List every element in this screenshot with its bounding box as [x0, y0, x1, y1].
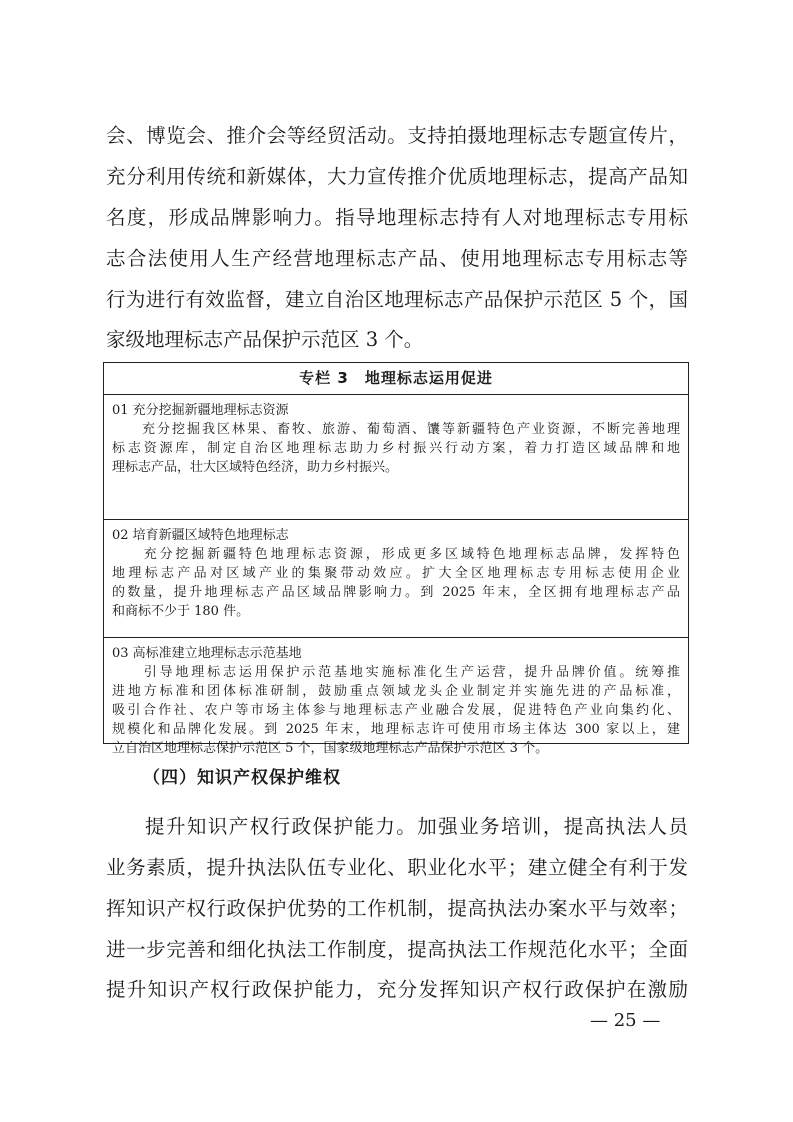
text-line: 进一步完善和细化执法工作制度，提高执法工作规范化水平；全面	[106, 938, 688, 961]
section-line: 地理标志产品对区域产业的集聚带动效应。扩大全区地理标志专用标志使用企业	[112, 566, 680, 581]
column-box-title: 专栏 3 地理标志运用促进	[104, 363, 688, 395]
text-line: 志合法使用人生产经营地理标志产品、使用地理标志专用标志等	[106, 247, 688, 270]
text-line: 行为进行有效监督，建立自治区地理标志产品保护示范区 5 个，国	[106, 288, 688, 311]
text-line: 名度，形成品牌影响力。指导地理标志持有人对地理标志专用标	[106, 206, 688, 229]
column-section-02	[104, 520, 688, 638]
section-line: 立自治区地理标志保护示范区 5 个，国家级地理标志产品保护示范区 3 个。	[112, 741, 549, 756]
section-title: 02 培育新疆区域特色地理标志	[112, 528, 289, 543]
section-line: 和商标不少于 180 件。	[112, 604, 250, 619]
column-section-03	[104, 638, 688, 770]
column-section-01	[104, 395, 688, 520]
section-title: 01 充分挖掘新疆地理标志资源	[112, 403, 289, 418]
section-line: 标志资源库，制定自治区地理标志助力乡村振兴行动方案，着力打造区域品牌和地	[112, 441, 680, 456]
column-box	[103, 362, 689, 756]
text-line: 家级地理标志产品保护示范区 3 个。	[106, 328, 424, 351]
section-line: 引导地理标志运用保护示范基地实施标准化生产运营，提升品牌价值。统筹推	[112, 665, 680, 680]
section-line: 吸引合作社、农户等市场主体参与地理标志产业融合发展，促进特色产业向集约化、	[112, 703, 680, 718]
text-line: 会、博览会、推介会等经贸活动。支持拍摄地理标志专题宣传片，	[106, 124, 688, 147]
text-line: 业务素质，提升执法队伍专业化、职业化水平；建立健全有利于发	[106, 856, 688, 879]
section-line: 理标志产品，壮大区域特色经济，助力乡村振兴。	[112, 460, 399, 475]
page-number: — 25 —	[590, 1010, 661, 1031]
section-line: 的数量，提升地理标志产品区域品牌影响力。到 2025 年末，全区拥有地理标志产品	[112, 585, 680, 600]
section-line: 充分挖掘我区林果、畜牧、旅游、葡萄酒、馕等新疆特色产业资源，不断完善地理	[112, 422, 680, 437]
text-line: 充分利用传统和新媒体，大力宣传推介优质地理标志，提高产品知	[106, 165, 688, 188]
text-line: 提升知识产权行政保护能力。加强业务培训，提高执法人员	[145, 815, 688, 838]
section-heading: （四）知识产权保护维权	[143, 768, 341, 788]
text-line: 挥知识产权行政保护优势的工作机制，提高执法办案水平与效率；	[106, 897, 688, 920]
section-line: 充分挖掘新疆特色地理标志资源，形成更多区域特色地理标志品牌，发挥特色	[112, 547, 680, 562]
section-title: 03 高标准建立地理标志示范基地	[112, 646, 302, 661]
section-line: 规模化和品牌化发展。到 2025 年末，地理标志许可使用市场主体达 300 家以上，建	[112, 722, 680, 737]
text-line: 提升知识产权行政保护能力，充分发挥知识产权行政保护在激励	[106, 978, 688, 1001]
section-line: 进地方标准和团体标准研制，鼓励重点领域龙头企业制定并实施先进的产品标准，	[112, 684, 680, 699]
